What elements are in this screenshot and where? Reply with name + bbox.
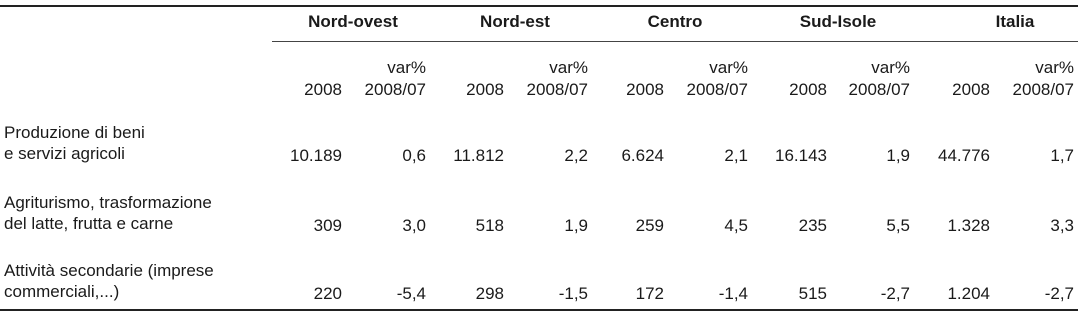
value-cell: 172 xyxy=(635,284,664,303)
row-label-line2: del latte, frutta e carne xyxy=(4,214,174,233)
value-cell: 1.328 xyxy=(947,216,990,235)
value-cell: 259 xyxy=(635,216,664,235)
value-cell: -1,5 xyxy=(558,284,588,303)
row-label-line1: Attività secondarie (imprese xyxy=(4,261,214,280)
subheader-var xyxy=(668,57,748,101)
subheader-var-line2: 2008/07 xyxy=(686,80,748,99)
value-cell: 2,2 xyxy=(564,146,588,165)
value-cell: 309 xyxy=(313,216,342,235)
value-cell: 5,5 xyxy=(886,216,910,235)
row-label-line1: Agriturismo, trasformazione xyxy=(4,193,212,212)
subheader-var-line2: 2008/07 xyxy=(526,80,588,99)
region-header-centro: Centro xyxy=(647,12,703,31)
region-header-nord-est: Nord-est xyxy=(480,12,550,31)
value-cell: 1,9 xyxy=(886,146,910,165)
value-cell: 2,1 xyxy=(724,146,748,165)
subheader-var xyxy=(346,57,426,101)
value-cell: 515 xyxy=(798,284,827,303)
row-label-line2: commerciali,...) xyxy=(4,282,120,301)
row-label-produzione xyxy=(4,122,264,164)
subheader-year: 2008 xyxy=(952,80,990,99)
subheader-var-line1: var% xyxy=(1035,58,1074,77)
value-cell: -2,7 xyxy=(1044,284,1074,303)
value-cell: 11.812 xyxy=(453,146,504,165)
value-cell: 0,6 xyxy=(402,146,426,165)
value-cell: 1,9 xyxy=(564,216,588,235)
subheader-var xyxy=(994,57,1074,101)
subheader-var-line2: 2008/07 xyxy=(364,80,426,99)
region-header-nord-ovest: Nord-ovest xyxy=(308,12,398,31)
value-cell: 3,0 xyxy=(402,216,426,235)
subheader-var-line1: var% xyxy=(709,58,748,77)
region-header-italia: Italia xyxy=(995,12,1035,31)
row-label-agriturismo xyxy=(4,192,264,234)
value-cell: 518 xyxy=(475,216,504,235)
value-cell: 6.624 xyxy=(621,146,664,165)
subheader-var-line1: var% xyxy=(387,58,426,77)
subheader-var-line1: var% xyxy=(871,58,910,77)
row-label-line1: Produzione di beni xyxy=(4,123,145,142)
row-label-attivita-secondarie xyxy=(4,260,264,302)
value-cell: 10.189 xyxy=(290,146,342,165)
region-header-sud-isole: Sud-Isole xyxy=(799,12,877,31)
subheader-year: 2008 xyxy=(466,80,504,99)
subheader-var xyxy=(508,57,588,101)
subheader-year: 2008 xyxy=(789,80,827,99)
row-label-line2: e servizi agricoli xyxy=(4,144,125,163)
value-cell: 1,7 xyxy=(1050,146,1074,165)
value-cell: -2,7 xyxy=(880,284,910,303)
subheader-var xyxy=(830,57,910,101)
table-top-rule xyxy=(0,5,1078,7)
value-cell: 3,3 xyxy=(1050,216,1074,235)
value-cell: 235 xyxy=(798,216,827,235)
value-cell: -1,4 xyxy=(718,284,748,303)
value-cell: 220 xyxy=(313,284,342,303)
subheader-var-line2: 2008/07 xyxy=(848,80,910,99)
value-cell: 4,5 xyxy=(724,216,748,235)
subheader-year: 2008 xyxy=(626,80,664,99)
value-cell: 44.776 xyxy=(938,146,990,165)
value-cell: 298 xyxy=(475,284,504,303)
value-cell: 1.204 xyxy=(947,284,990,303)
header-underline xyxy=(272,41,1078,42)
value-cell: 16.143 xyxy=(775,146,827,165)
table-bottom-rule xyxy=(0,309,1078,311)
subheader-var-line1: var% xyxy=(549,58,588,77)
value-cell: -5,4 xyxy=(396,284,426,303)
subheader-year: 2008 xyxy=(304,80,342,99)
subheader-var-line2: 2008/07 xyxy=(1012,80,1074,99)
